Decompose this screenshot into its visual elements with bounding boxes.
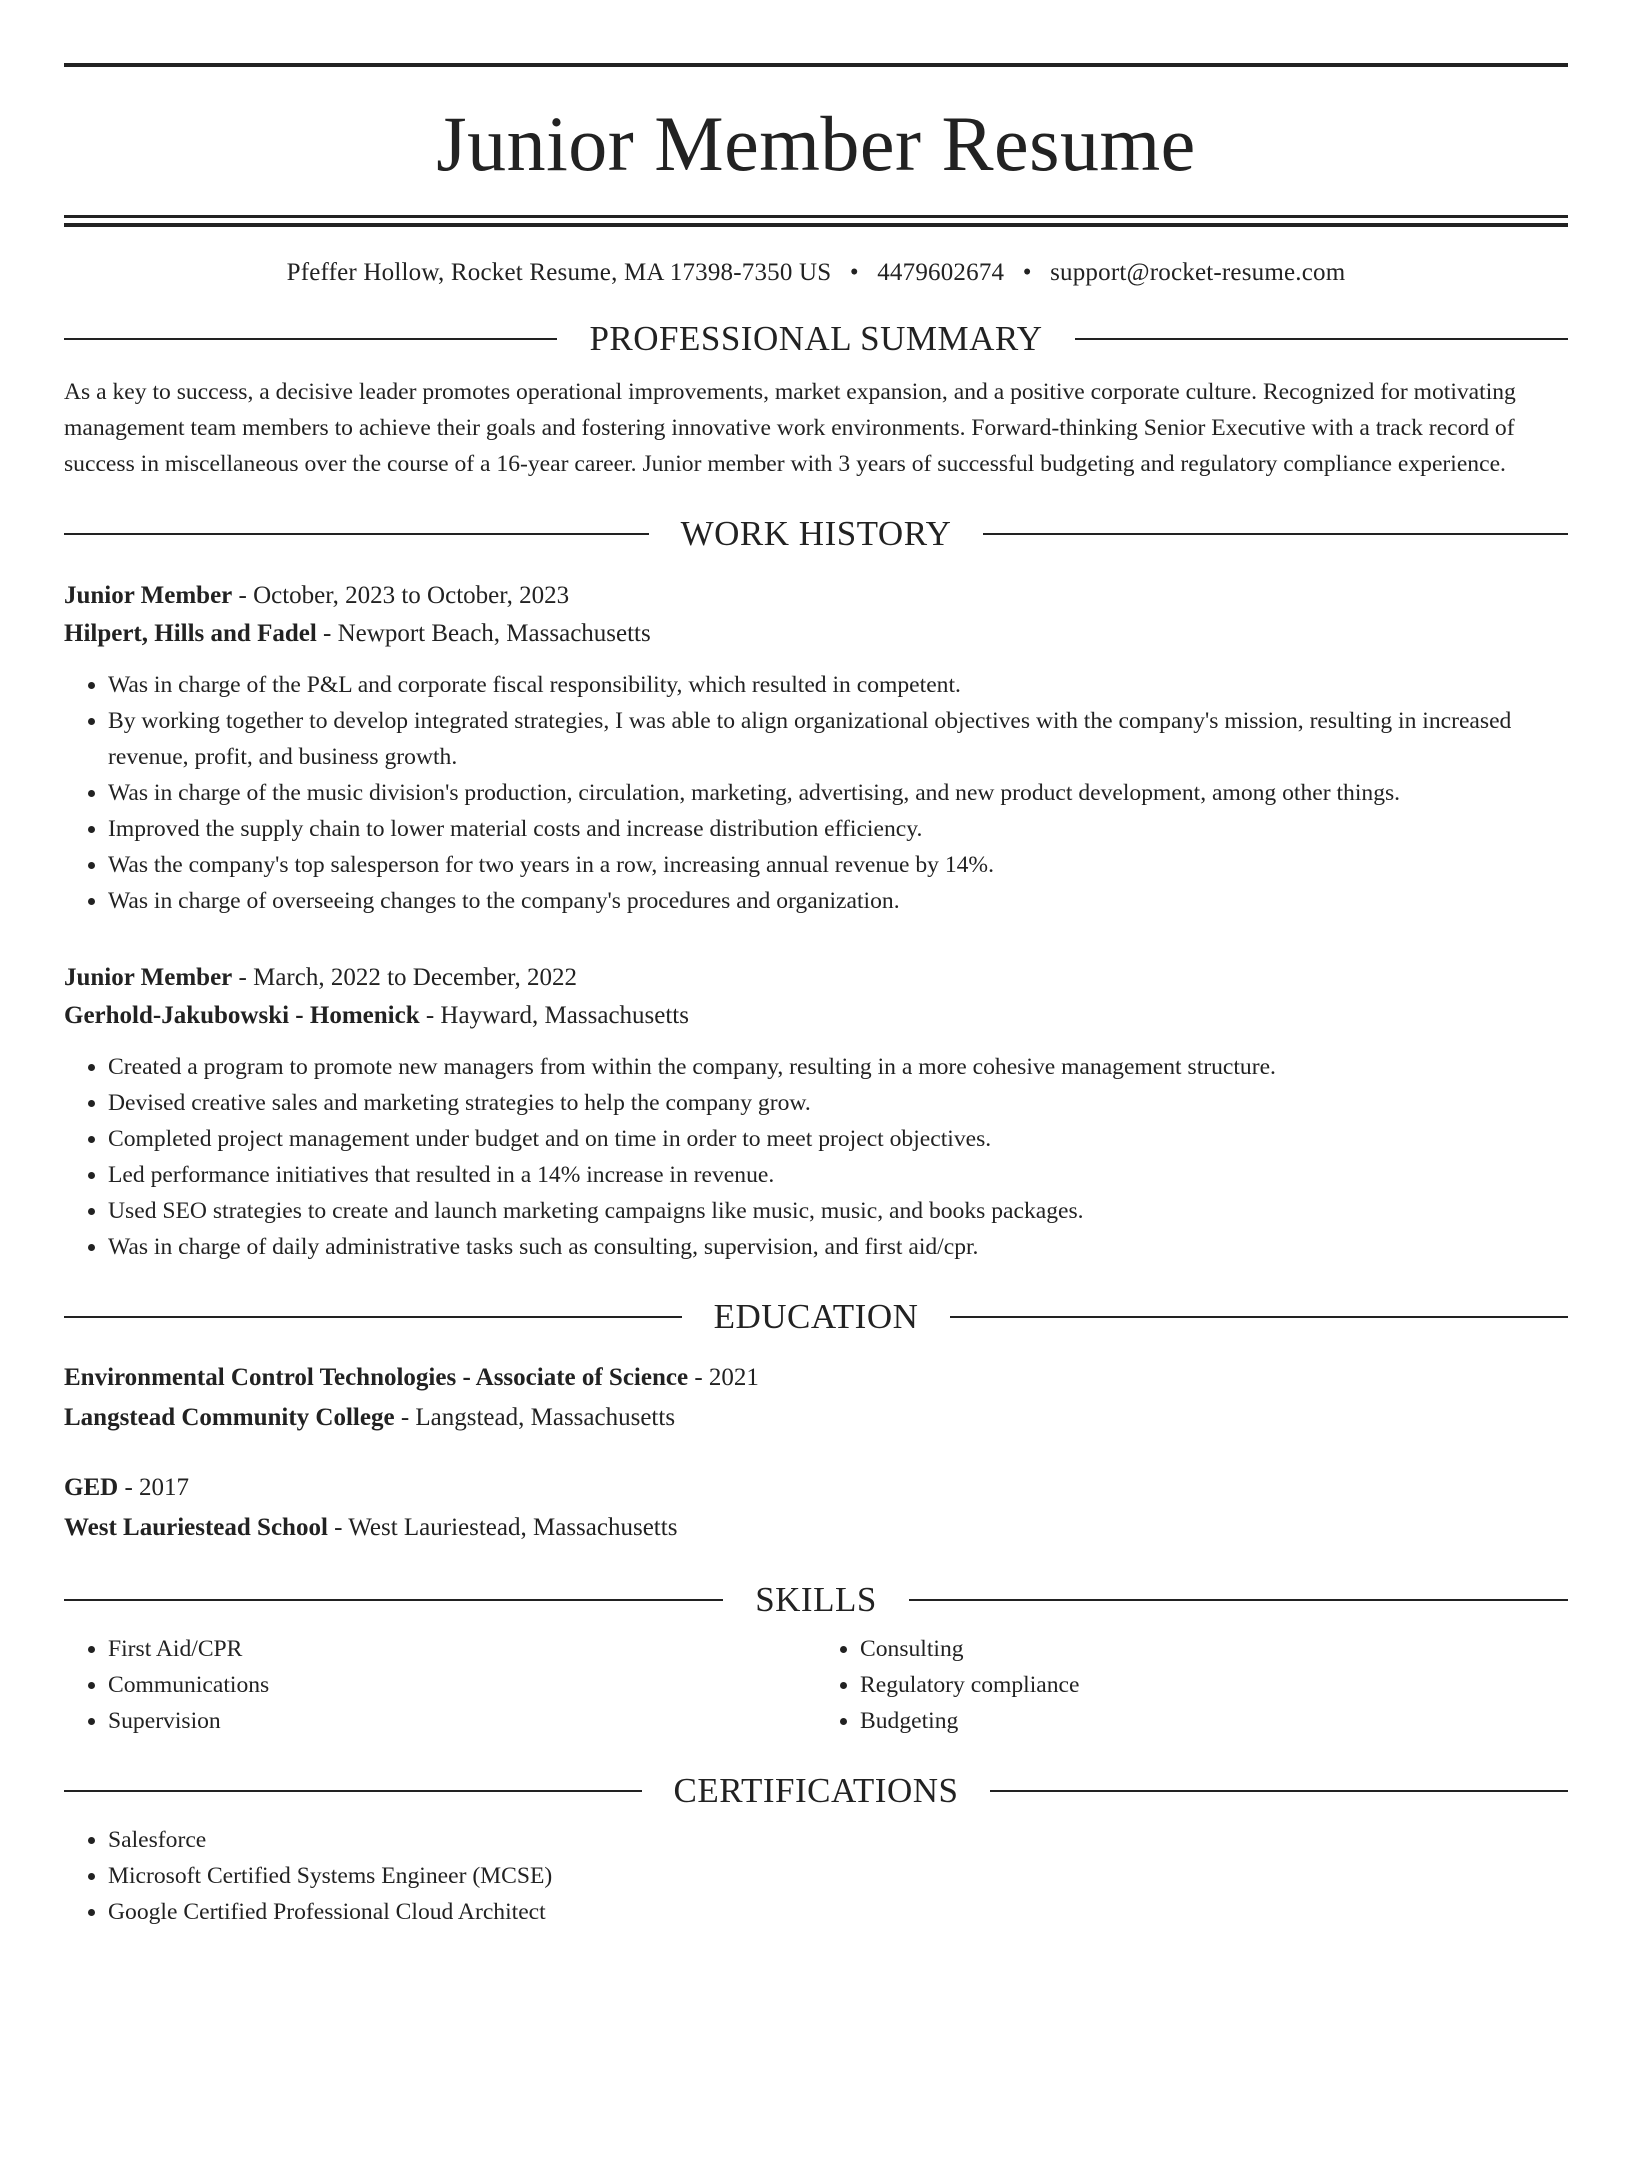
skills-column-right: [816, 1631, 1568, 1739]
section-title: CERTIFICATIONS: [673, 1771, 959, 1810]
job-bullet: • Led performance initiatives that resulted in a 14% increase in revenue.: [108, 1157, 1568, 1193]
phone: 4479602674: [877, 259, 1005, 286]
education-school-line: [64, 1398, 1568, 1438]
section-heading-work: [64, 516, 1568, 551]
heading-rule: [950, 1316, 1568, 1318]
section-heading-certifications: [64, 1773, 1568, 1808]
title-double-rule: [64, 215, 1568, 227]
education-entry: [64, 1468, 1568, 1548]
contact-separator: •: [849, 259, 859, 286]
job-bullet: • Was in charge of daily administrative tasks such as consulting, supervision, and first aid/cpr.: [108, 1229, 1568, 1265]
job-bullet: • By working together to develop integrated strategies, I was able to align organizational objectives with the company's mission, resulting in increased revenue, profit, and business growth.: [108, 703, 1568, 775]
heading-rule: [64, 1599, 723, 1601]
education-school: West Lauriestead School: [64, 1514, 328, 1541]
education-location: - West Lauriestead, Massachusetts: [327, 1514, 678, 1541]
section-title: WORK HISTORY: [680, 514, 952, 553]
skill-item: • Consulting: [860, 1631, 1568, 1667]
skill-item: • Supervision: [108, 1703, 816, 1739]
education-degree: GED: [64, 1474, 119, 1501]
skill-item: • First Aid/CPR: [108, 1631, 816, 1667]
job-bullets: [64, 1049, 1568, 1265]
job-bullet: • Created a program to promote new managers from within the company, resulting in a more cohesive management structure.: [108, 1049, 1568, 1085]
education-year: - 2017: [118, 1474, 190, 1501]
job-location: - Newport Beach, Massachusetts: [316, 620, 651, 647]
section-title: SKILLS: [755, 1580, 877, 1619]
address: Pfeffer Hollow, Rocket Resume, MA 17398-7350 US: [286, 259, 832, 286]
job-title-line: [64, 577, 1568, 615]
section-heading-education: [64, 1299, 1568, 1334]
section-title: EDUCATION: [713, 1297, 919, 1336]
heading-rule: [990, 1790, 1568, 1792]
job-entry: [64, 577, 1568, 919]
job-company-line: [64, 997, 1568, 1035]
heading-rule: [64, 338, 557, 340]
job-bullet: • Improved the supply chain to lower material costs and increase distribution efficiency.: [108, 811, 1568, 847]
education-entry: [64, 1358, 1568, 1438]
certification-item: • Google Certified Professional Cloud Architect: [108, 1894, 1568, 1930]
contact-separator: •: [1022, 259, 1032, 286]
certifications-list: [64, 1822, 1568, 1930]
education-degree-line: [64, 1468, 1568, 1508]
resume-title: Junior Member Resume: [436, 100, 1196, 187]
job-title: Junior Member: [64, 582, 233, 609]
heading-rule: [909, 1599, 1568, 1601]
job-bullets: [64, 667, 1568, 919]
job-company: Hilpert, Hills and Fadel: [64, 620, 317, 647]
job-bullet: • Devised creative sales and marketing strategies to help the company grow.: [108, 1085, 1568, 1121]
section-heading-skills: [64, 1582, 1568, 1617]
job-bullet: • Used SEO strategies to create and launch marketing campaigns like music, music, and books packages.: [108, 1193, 1568, 1229]
skills-column-left: [64, 1631, 816, 1739]
section-title: PROFESSIONAL SUMMARY: [589, 319, 1043, 358]
education-degree-line: [64, 1358, 1568, 1398]
heading-rule: [983, 533, 1568, 535]
education-school-line: [64, 1508, 1568, 1548]
job-location: - Hayward, Massachusetts: [419, 1002, 689, 1029]
summary-text: As a key to success, a decisive leader promotes operational improvements, market expansion, and a positive corporate culture. Recognized for motivating management team members to achieve their goals and fostering innovative work environments. Forward-thinking Senior Executive with a track record of success in miscellaneous over the course of a 16-year career. Junior member with 3 years of successful budgeting and regulatory compliance experience.: [64, 379, 1516, 477]
heading-rule: [1075, 338, 1568, 340]
certification-item: • Salesforce: [108, 1822, 1568, 1858]
heading-rule: [64, 1316, 682, 1318]
job-bullet: • Was in charge of the P&L and corporate fiscal responsibility, which resulted in competent.: [108, 667, 1568, 703]
job-dates: - March, 2022 to December, 2022: [232, 964, 577, 991]
education-school: Langstead Community College: [64, 1404, 395, 1431]
job-bullet: • Completed project management under budget and on time in order to meet project objectives.: [108, 1121, 1568, 1157]
skills-list: [64, 1631, 1568, 1739]
job-entry: [64, 959, 1568, 1265]
job-title-line: [64, 959, 1568, 997]
heading-rule: [64, 533, 649, 535]
section-heading-summary: [64, 321, 1568, 356]
top-rule: [64, 63, 1568, 67]
education-location: - Langstead, Massachusetts: [394, 1404, 676, 1431]
job-company-line: [64, 615, 1568, 653]
skill-item: • Budgeting: [860, 1703, 1568, 1739]
resume-page: [0, 63, 1632, 2175]
contact-line: [64, 259, 1568, 287]
education-degree: Environmental Control Technologies - Associate of Science: [64, 1364, 689, 1391]
job-dates: - October, 2023 to October, 2023: [232, 582, 570, 609]
skill-item: • Communications: [108, 1667, 816, 1703]
skill-item: • Regulatory compliance: [860, 1667, 1568, 1703]
job-bullet: • Was in charge of overseeing changes to the company's procedures and organization.: [108, 883, 1568, 919]
certification-item: • Microsoft Certified Systems Engineer (MCSE): [108, 1858, 1568, 1894]
education-year: - 2021: [688, 1364, 759, 1391]
email: support@rocket-resume.com: [1050, 259, 1346, 286]
heading-rule: [64, 1790, 642, 1792]
job-bullet: • Was in charge of the music division's production, circulation, marketing, advertising, and new product development, among other things.: [108, 775, 1568, 811]
job-bullet: • Was the company's top salesperson for two years in a row, increasing annual revenue by 14%.: [108, 847, 1568, 883]
job-title: Junior Member: [64, 964, 233, 991]
job-company: Gerhold-Jakubowski - Homenick: [64, 1002, 420, 1029]
